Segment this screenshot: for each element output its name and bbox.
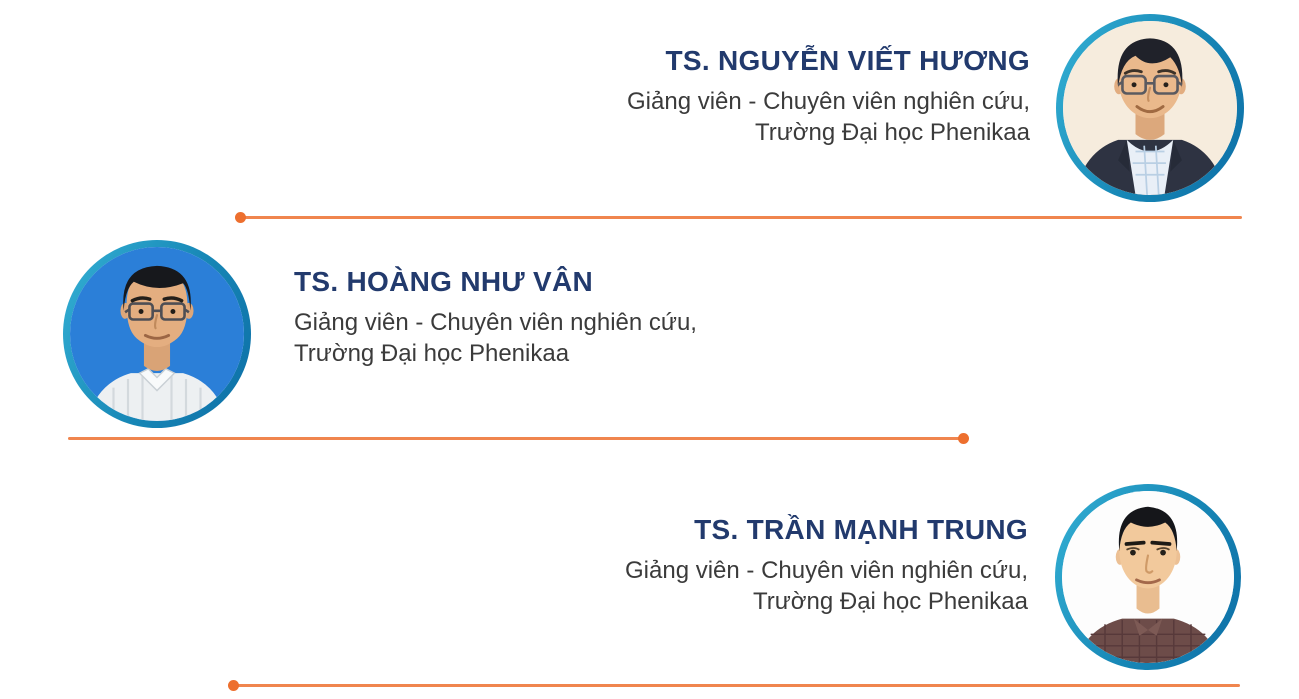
divider-dot-left [228, 680, 239, 691]
person-card-2-text [294, 266, 697, 369]
person-role-line2: Trường Đại học Phenikaa [754, 119, 1030, 146]
avatar-photo-2 [70, 247, 244, 421]
person-role-line1: Giảng viên - Chuyên viên nghiên cứu, [627, 88, 1030, 115]
avatar-person-2 [63, 240, 251, 428]
person-role-line2: Trường Đại học Phenikaa [752, 588, 1028, 615]
section-divider-2 [68, 437, 967, 440]
avatar-photo-3 [1062, 491, 1234, 663]
person-card-1-text [627, 45, 1030, 148]
person-name: TS. TRẦN MẠNH TRUNG [694, 514, 1028, 545]
avatar-person-1 [1056, 14, 1244, 202]
person-card-3-text [625, 514, 1028, 617]
person-name: TS. HOÀNG NHƯ VÂN [294, 266, 594, 297]
divider-dot-right [958, 433, 969, 444]
portrait-man-glasses-dark-suit-icon [1063, 21, 1237, 195]
section-divider-3 [230, 684, 1240, 687]
person-role-line1: Giảng viên - Chuyên viên nghiên cứu, [294, 309, 697, 336]
person-name: TS. NGUYỄN VIẾT HƯƠNG [665, 45, 1030, 76]
portrait-man-dark-patterned-shirt-icon [1062, 491, 1234, 663]
person-role-line1: Giảng viên - Chuyên viên nghiên cứu, [625, 557, 1028, 584]
avatar-person-3 [1055, 484, 1241, 670]
person-role-line2: Trường Đại học Phenikaa [294, 340, 570, 367]
section-divider-1 [237, 216, 1242, 219]
divider-dot-left [235, 212, 246, 223]
avatar-photo-1 [1063, 21, 1237, 195]
portrait-man-glasses-light-shirt-icon [70, 247, 244, 421]
